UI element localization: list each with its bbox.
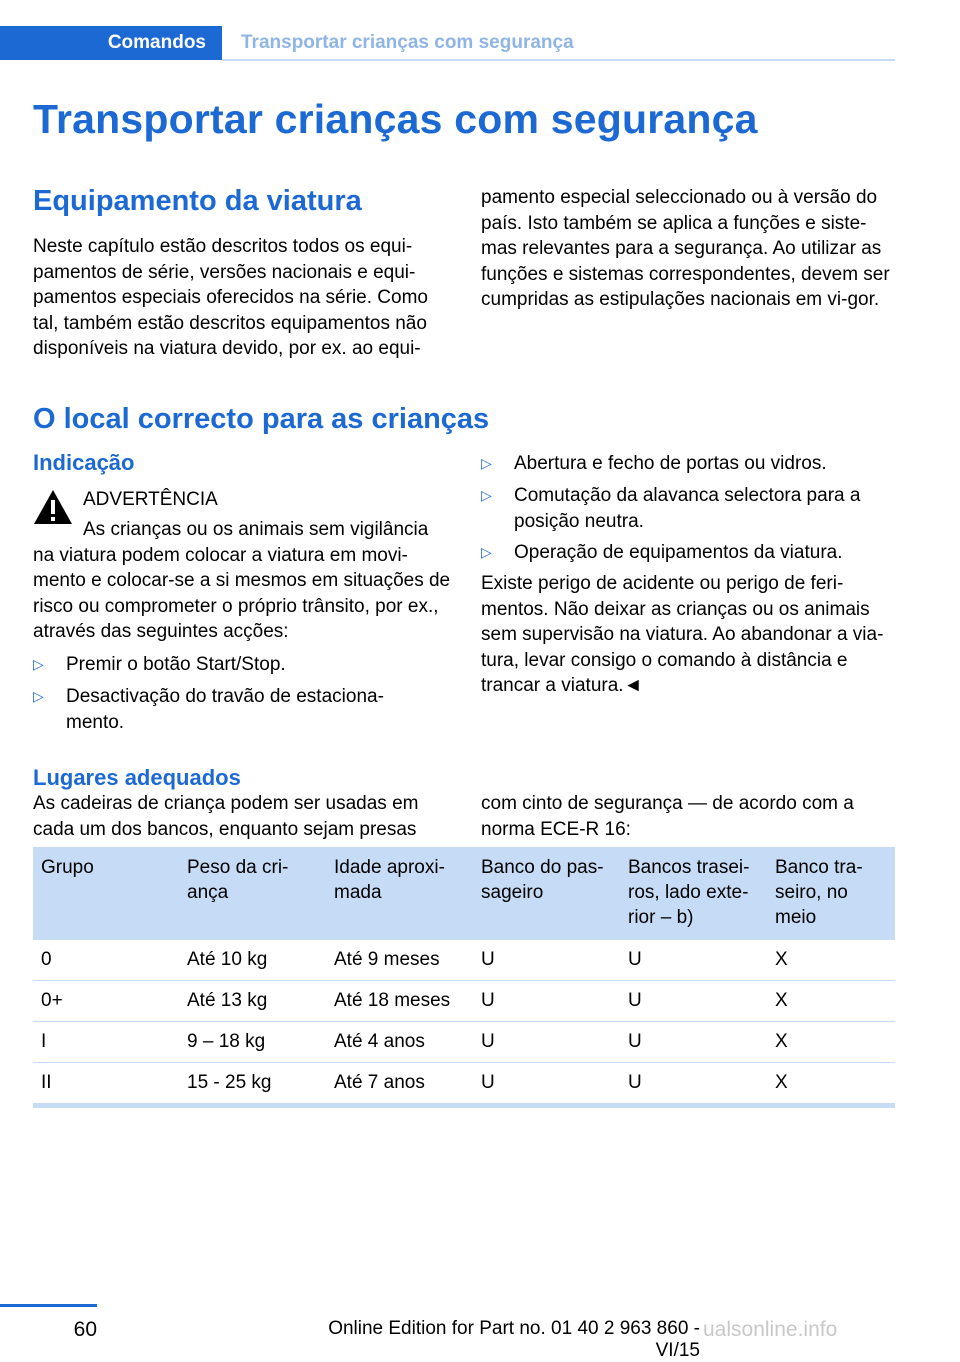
table-cell: Até 10 kg bbox=[179, 940, 326, 981]
table-cell: X bbox=[767, 1022, 895, 1063]
table-cell: U bbox=[620, 1063, 767, 1106]
column-header: Idade aproxi-mada bbox=[326, 847, 473, 940]
table-cell: II bbox=[33, 1063, 179, 1106]
table-cell: Até 9 meses bbox=[326, 940, 473, 981]
table-cell: 9 – 18 kg bbox=[179, 1022, 326, 1063]
table-cell: X bbox=[767, 1063, 895, 1106]
table-cell: 0+ bbox=[33, 981, 179, 1022]
bullet-triangle-icon: ▷ bbox=[481, 487, 492, 503]
footer-divider bbox=[0, 1304, 97, 1307]
table-row bbox=[33, 940, 895, 981]
table-row bbox=[33, 981, 895, 1022]
section-tab[interactable]: Comandos bbox=[0, 26, 222, 60]
equipment-text-left: Neste capítulo estão descritos todos os equi-pamentos de série, versões nacionais e equi-pamentos especiais oferecidos na série. Como tal, também estão descritos equipamentos não disponíveis na viatura devido, por ex. ao equi- bbox=[33, 236, 428, 360]
page-number: 60 bbox=[73, 1318, 97, 1341]
bullet-triangle-icon: ▷ bbox=[481, 544, 492, 560]
note-heading: Indicação bbox=[33, 450, 135, 475]
table-cell: U bbox=[620, 1022, 767, 1063]
table-row bbox=[33, 1063, 895, 1106]
watermark: ualsonline.info bbox=[703, 1318, 838, 1341]
table-cell: X bbox=[767, 981, 895, 1022]
table-cell: U bbox=[473, 1063, 620, 1106]
bullet-triangle-icon: ▷ bbox=[33, 688, 44, 704]
seats-text-right: com cinto de segurança — de acordo com a norma ECE-R 16: bbox=[481, 793, 854, 840]
place-heading: O local correcto para as crianças bbox=[33, 403, 490, 435]
edition-note: Online Edition for Part no. 01 40 2 963 860 - VI/15 bbox=[328, 1318, 700, 1361]
equipment-text-right: pamento especial seleccionado ou à versão do país. Isto também se aplica a funções e siste-mas relevantes para a segurança. Ao utilizar as funções e sistemas correspondentes, devem ser cumpridas as estipulações nacionais em vi-gor. bbox=[481, 187, 890, 311]
breadcrumb[interactable]: Transportar crianças com segurança bbox=[241, 32, 574, 53]
table-cell: 15 - 25 kg bbox=[179, 1063, 326, 1106]
table-cell: I bbox=[33, 1022, 179, 1063]
equipment-heading: Equipamento da viatura bbox=[33, 185, 362, 217]
table-row bbox=[33, 1022, 895, 1063]
seats-text-left: As cadeiras de criança podem ser usadas em cada um dos bancos, enquanto sejam presas bbox=[33, 793, 419, 840]
table-cell: U bbox=[473, 1022, 620, 1063]
bullet-triangle-icon: ▷ bbox=[33, 656, 44, 672]
table-cell: U bbox=[620, 940, 767, 981]
page-title: Transportar crianças com segurança bbox=[33, 96, 758, 142]
column-header: Banco do pas-sageiro bbox=[473, 847, 620, 940]
column-header: Peso da cri-ança bbox=[179, 847, 326, 940]
table-cell: Até 4 anos bbox=[326, 1022, 473, 1063]
header-divider bbox=[222, 59, 895, 61]
warning-title: ADVERTÊNCIA bbox=[83, 489, 218, 510]
table-cell: U bbox=[473, 940, 620, 981]
seats-heading: Lugares adequados bbox=[33, 765, 241, 790]
table-cell: X bbox=[767, 940, 895, 981]
column-header: Bancos trasei-ros, lado exte-rior – b) bbox=[620, 847, 767, 940]
table-cell: Até 13 kg bbox=[179, 981, 326, 1022]
table-cell: 0 bbox=[33, 940, 179, 981]
warning-text: As crianças ou os animais sem vigilância na viatura podem colocar a viatura em movi-mento e colocar-se a si mesmos em situações de risco ou comprometer o próprio trânsito, por ex., através das seguintes acções: bbox=[33, 519, 451, 643]
column-header: Banco tra-seiro, no meio bbox=[767, 847, 895, 940]
closing-text: Existe perigo de acidente ou perigo de feri-mentos. Não deixar as crianças ou os animais sem supervisão na viatura. Ao abandonar a via-tura, levar consigo o comando à distância e trancar a viatura.◄ bbox=[481, 573, 884, 697]
seats-table bbox=[33, 847, 895, 1108]
table-cell: U bbox=[473, 981, 620, 1022]
table-header-row bbox=[33, 847, 895, 940]
page-header bbox=[0, 26, 895, 62]
table-cell: U bbox=[620, 981, 767, 1022]
column-header: Grupo bbox=[33, 847, 179, 940]
table-cell: Até 7 anos bbox=[326, 1063, 473, 1106]
bullet-triangle-icon: ▷ bbox=[481, 455, 492, 471]
table-cell: Até 18 meses bbox=[326, 981, 473, 1022]
